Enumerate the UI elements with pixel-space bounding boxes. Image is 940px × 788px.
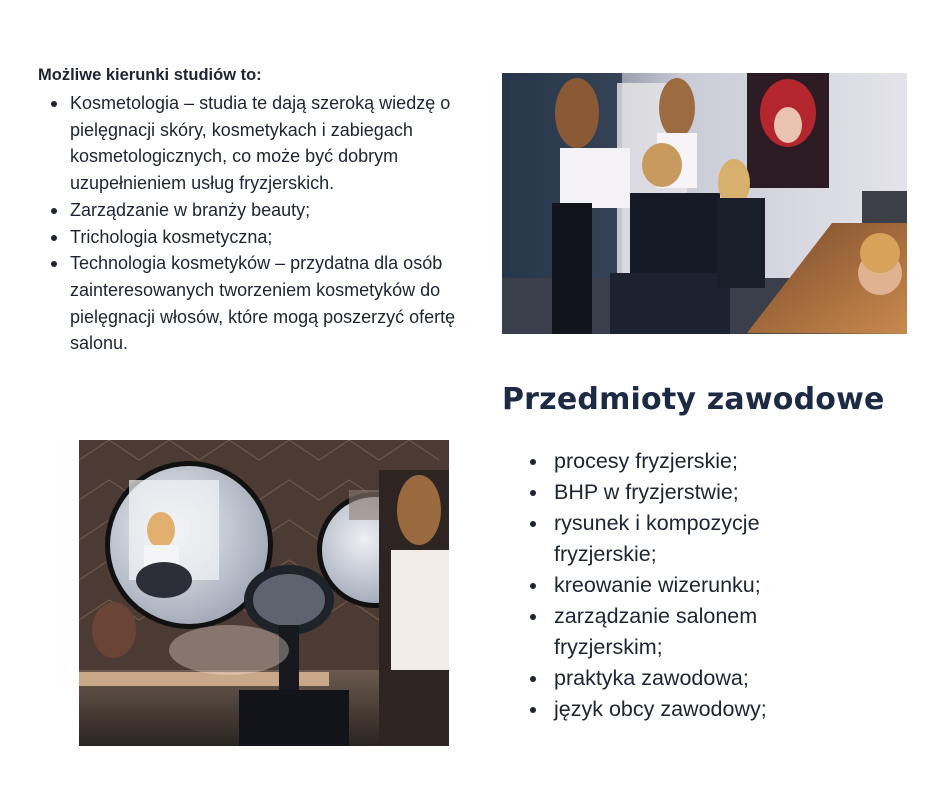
section-title: Przedmioty zawodowe — [502, 382, 885, 417]
mirror-hair-dryer-photo — [79, 440, 449, 746]
list-item: Zarządzanie w branży beauty; — [38, 197, 468, 224]
list-item: Trichologia kosmetyczna; — [38, 224, 468, 251]
list-item: praktyka zawodowa; — [528, 663, 848, 694]
list-item: rysunek i kompozycje fryzjerskie; — [528, 508, 848, 570]
intro-heading: Możliwe kierunki studiów to: — [38, 66, 262, 84]
list-item: język obcy zawodowy; — [528, 694, 848, 725]
list-item: Technologia kosmetyków – przydatna dla osób zainteresowanych tworzeniem kosmetyków do pielęgnacji włosów, które mogą poszerzyć ofertę salonu. — [38, 250, 468, 357]
subjects-list — [528, 446, 848, 725]
list-item: Kosmetologia – studia te dają szeroką wiedzę o pielęgnacji skóry, kosmetykach i zabiegach kosmetologicznych, co może być dobrym uzupełnieniem usług fryzjerskich. — [38, 90, 468, 197]
salon-classroom-photo — [502, 73, 907, 334]
list-item: zarządzanie salonem fryzjerskim; — [528, 601, 848, 663]
list-item: kreowanie wizerunku; — [528, 570, 848, 601]
list-item: procesy fryzjerskie; — [528, 446, 848, 477]
list-item: BHP w fryzjerstwie; — [528, 477, 848, 508]
studies-list — [38, 90, 468, 357]
